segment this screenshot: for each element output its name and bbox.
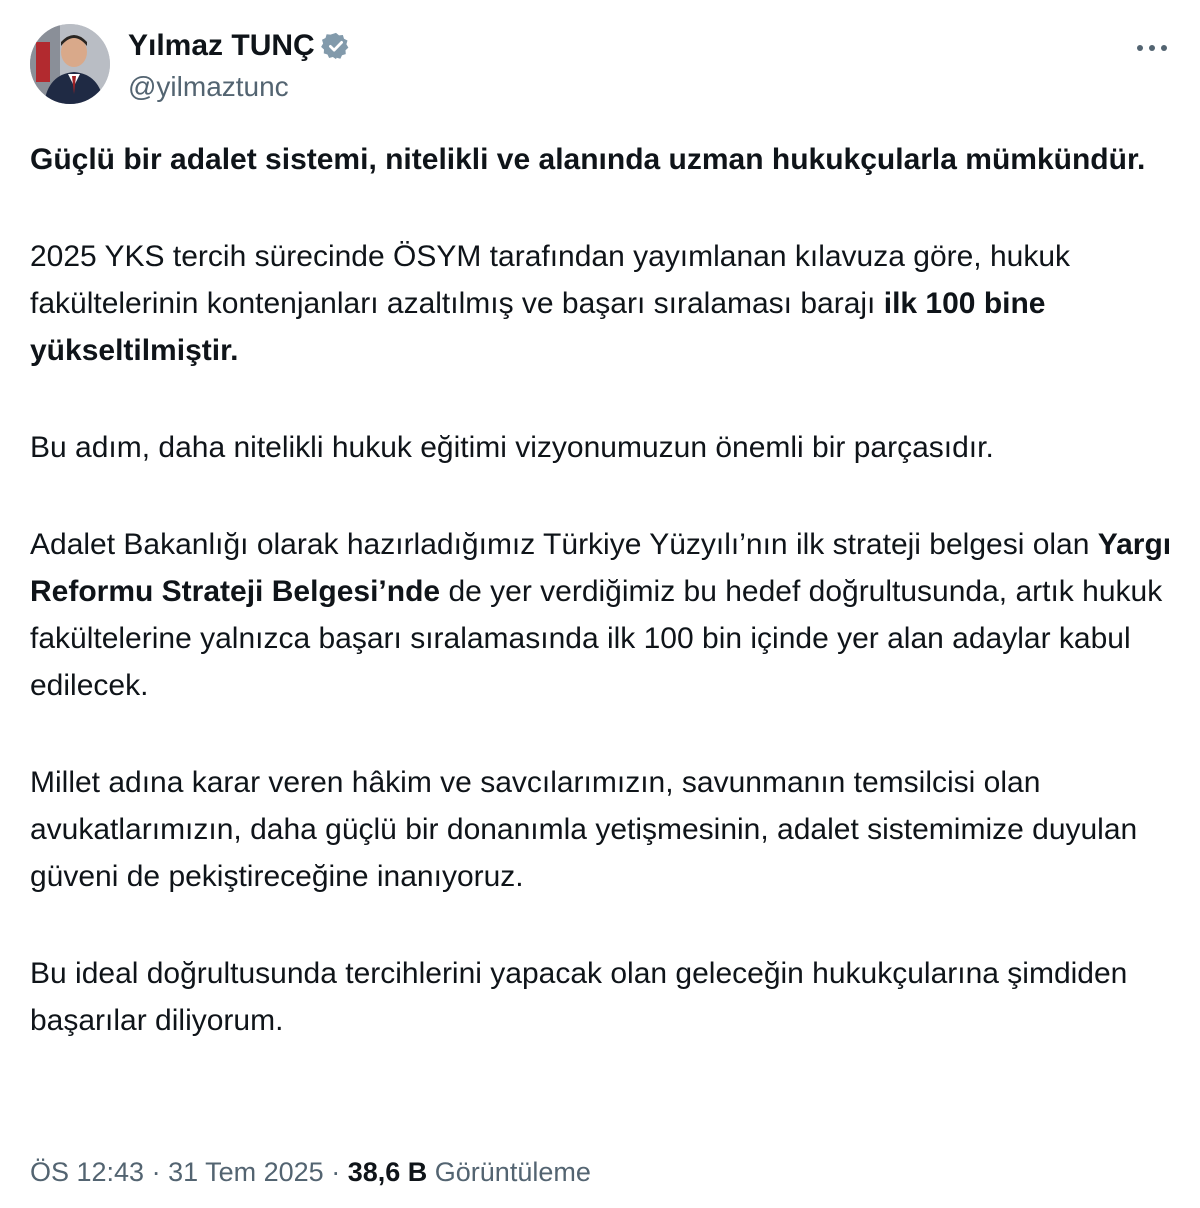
paragraph-3 [30, 424, 1180, 471]
name-row [128, 28, 351, 64]
avatar-image [30, 24, 110, 104]
tweet-text [30, 136, 1180, 1094]
more-horizontal-icon[interactable] [1134, 38, 1170, 58]
tweet-meta [30, 1152, 591, 1192]
paragraph-2-text: 2025 YKS tercih sürecinde ÖSYM tarafından yayımlanan kılavuza göre, hukuk fakültelerinin kontenjanları azaltılmış ve başarı sıralaması barajı [30, 240, 1071, 320]
paragraph-2-bold: ilk 100 bine yükseltilmiştir. [30, 287, 1046, 367]
paragraph-1-bold: Güçlü bir adalet sistemi, nitelikli ve alanında uzman hukukçularla mümkündür. [30, 143, 1146, 176]
avatar[interactable] [30, 24, 110, 104]
paragraph-1 [30, 136, 1180, 183]
paragraph-3-text: Bu adım, daha nitelikli hukuk eğitimi vizyonumuzun önemli bir parçasıdır. [30, 431, 994, 464]
paragraph-2 [30, 233, 1180, 374]
views-label: Görüntüleme [434, 1157, 591, 1187]
paragraph-4-text-a: Adalet Bakanlığı olarak hazırladığımız Türkiye Yüzyılı’nın ilk strateji belgesi olan [30, 528, 1098, 561]
paragraph-4-bold: Yargı Reformu Strateji Belgesi’nde [30, 528, 1172, 608]
paragraph-6-text: Bu ideal doğrultusunda tercihlerini yapacak olan geleceğin hukukçularına şimdiden başarılar diliyorum. [30, 957, 1128, 1037]
tweet-date[interactable]: 31 Tem 2025 [168, 1157, 324, 1187]
paragraph-4 [30, 521, 1180, 709]
meta-separator-2: · [323, 1157, 348, 1187]
paragraph-5 [30, 759, 1180, 900]
paragraph-5-text: Millet adına karar veren hâkim ve savcılarımızın, savunmanın temsilcisi olan avukatlarımızın, daha güçlü bir donanımla yetişmesinin, adalet sistemimize duyulan güveni de pekiştireceğine inanıyoruz. [30, 766, 1138, 893]
views-count[interactable]: 38,6 B [347, 1157, 428, 1187]
paragraph-6 [30, 950, 1180, 1044]
user-handle[interactable]: @yilmaztunc [128, 71, 289, 102]
paragraph-4-text-b: de yer verdiğimiz bu hedef doğrultusunda, artık hukuk fakültelerine yalnızca başarı sıralamasında ilk 100 bin içinde yer alan adaylar kabul edilecek. [30, 575, 1163, 702]
display-name[interactable]: Yılmaz TUNÇ [128, 29, 315, 62]
tweet-header [30, 24, 1170, 110]
verified-badge-icon [321, 31, 351, 61]
meta-separator: · [144, 1157, 169, 1187]
tweet-time[interactable]: ÖS 12:43 [30, 1157, 145, 1187]
